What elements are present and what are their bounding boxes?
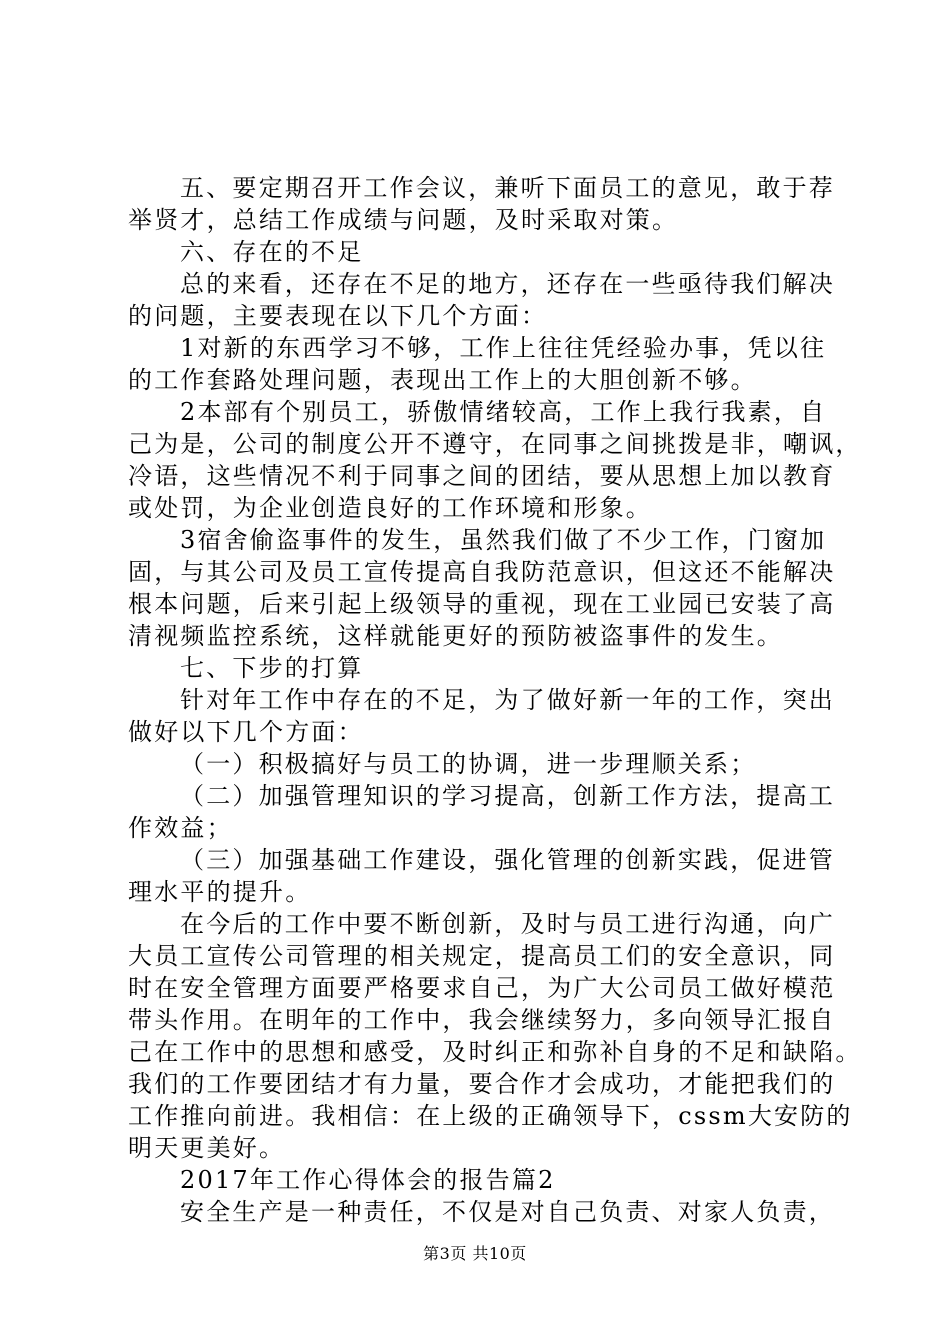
text-line: 工作推向前进。我相信：在上级的正确领导下，cssm大安防的 xyxy=(128,1102,853,1130)
text-line: 安全生产是一种责任，不仅是对自己负责、对家人负责， xyxy=(180,1198,835,1226)
text-line: 清视频监控系统，这样就能更好的预防被盗事件的发生。 xyxy=(128,622,783,650)
text-line: 举贤才，总结工作成绩与问题，及时采取对策。 xyxy=(128,206,679,234)
text-line: 七、下步的打算 xyxy=(180,654,364,682)
text-line: 或处罚，为企业创造良好的工作环境和形象。 xyxy=(128,494,652,522)
text-line: 根本问题，后来引起上级领导的重视，现在工业园已安装了高 xyxy=(128,590,836,618)
text-line: 做好以下几个方面： xyxy=(128,718,364,746)
text-line: 2本部有个别员工，骄傲情绪较高，工作上我行我素，自 xyxy=(180,398,827,426)
text-line: 己在工作中的思想和感受，及时纠正和弥补自身的不足和缺陷。 xyxy=(128,1038,862,1066)
text-line: 1对新的东西学习不够，工作上往往凭经验办事，凭以往 xyxy=(180,334,827,362)
text-line: 五、要定期召开工作会议，兼听下面员工的意见，敢于荐 xyxy=(180,174,835,202)
text-line: 大员工宣传公司管理的相关规定，提高员工们的安全意识，同 xyxy=(128,942,836,970)
text-line: 的工作套路处理问题，表现出工作上的大胆创新不够。 xyxy=(128,366,757,394)
text-line: 己为是，公司的制度公开不遵守，在同事之间挑拨是非，嘲讽， xyxy=(128,430,862,458)
text-line: （一）积极搞好与员工的协调，进一步理顺关系； xyxy=(180,750,757,778)
text-line: 理水平的提升。 xyxy=(128,878,312,906)
text-line: 针对年工作中存在的不足，为了做好新一年的工作，突出 xyxy=(180,686,835,714)
text-line: 的问题，主要表现在以下几个方面： xyxy=(128,302,548,330)
text-line: 冷语，这些情况不利于同事之间的团结，要从思想上加以教育 xyxy=(128,462,836,490)
text-line: 2017年工作心得体会的报告篇2 xyxy=(180,1166,556,1194)
text-line: 总的来看，还存在不足的地方，还存在一些亟待我们解决 xyxy=(180,270,835,298)
text-line: （二）加强管理知识的学习提高，创新工作方法，提高工 xyxy=(180,782,835,810)
text-line: （三）加强基础工作建设，强化管理的创新实践，促进管 xyxy=(180,846,835,874)
text-line: 明天更美好。 xyxy=(128,1134,286,1162)
text-line: 时在安全管理方面要严格要求自己，为广大公司员工做好模范 xyxy=(128,974,836,1002)
text-line: 六、存在的不足 xyxy=(180,238,364,266)
text-line: 作效益； xyxy=(128,814,233,842)
text-line: 3宿舍偷盗事件的发生，虽然我们做了不少工作，门窗加 xyxy=(180,526,827,554)
text-line: 我们的工作要团结才有力量，要合作才会成功，才能把我们的 xyxy=(128,1070,836,1098)
text-line: 在今后的工作中要不断创新，及时与员工进行沟通，向广 xyxy=(180,910,835,938)
document-body xyxy=(128,172,862,1228)
text-line: 固，与其公司及员工宣传提高自我防范意识，但这还不能解决 xyxy=(128,558,836,586)
text-line: 带头作用。在明年的工作中，我会继续努力，多向领导汇报自 xyxy=(128,1006,836,1034)
page-footer: 第3页 共10页 xyxy=(423,1244,527,1263)
